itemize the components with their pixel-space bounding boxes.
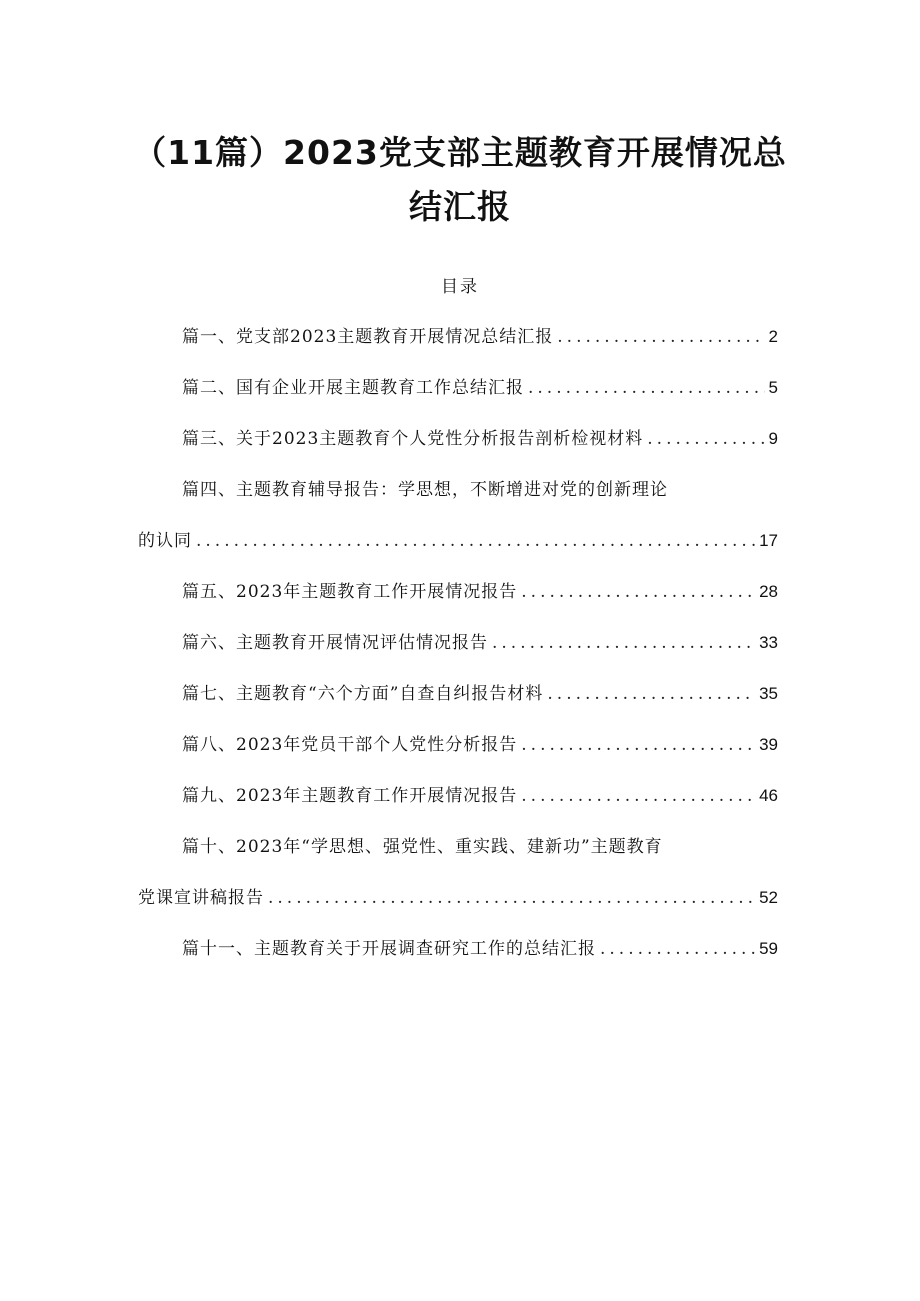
toc-leader-dots [600,932,755,966]
toc-line [138,371,778,405]
toc-line [138,575,778,609]
toc-page-number: 35 [759,684,778,703]
toc-entry[interactable] [138,830,778,915]
toc-heading: 目录 [441,277,479,297]
toc-leader-dots [547,677,755,711]
toc-entry-title: 篇六、主题教育开展情况评估情况报告 [182,633,488,653]
toc-line [138,932,778,966]
toc-line [138,779,778,813]
document-title [80,126,840,234]
toc-page-number: 5 [768,378,778,397]
toc-entry-title: 篇二、国有企业开展主题教育工作总结汇报 [182,378,524,398]
title-line-2: 结汇报 [409,187,511,226]
toc-entry[interactable] [138,626,778,660]
title-line-1: （11篇）2023党支部主题教育开展情况总 [133,133,787,172]
toc-line [138,677,778,711]
toc-leader-dots [521,728,755,762]
toc-leader-dots [492,626,755,660]
toc-leader-dots [268,881,755,915]
toc-entry[interactable] [138,371,778,405]
toc-entry[interactable] [138,575,778,609]
toc-entry-title: 篇三、关于2023主题教育个人党性分析报告剖析检视材料 [182,429,644,449]
toc-line [138,728,778,762]
toc-page-number: 28 [759,582,778,601]
toc-leader-dots [521,779,755,813]
toc-entry-title: 篇九、2023年主题教育工作开展情况报告 [182,786,518,806]
toc-page-number: 17 [759,531,778,550]
toc-line [138,626,778,660]
toc-page-number: 39 [759,735,778,754]
toc-leader-dots [528,371,765,405]
toc-leader-dots [557,320,764,354]
toc-line [138,422,778,456]
toc-entry-title: 篇七、主题教育“六个方面”自查自纠报告材料 [182,684,544,704]
toc-line [138,473,778,507]
toc-line [138,524,778,558]
toc-entry[interactable] [138,473,778,558]
toc-line [138,881,778,915]
toc-entry[interactable] [138,320,778,354]
toc-page-number: 2 [768,327,778,346]
toc-entry-title: 的认同 [138,531,192,551]
toc-entry[interactable] [138,932,778,966]
toc-entry[interactable] [138,422,778,456]
toc-leader-dots [647,422,764,456]
toc-page-number: 9 [768,429,778,448]
toc-page-number: 46 [759,786,778,805]
toc-entry-title: 篇十一、主题教育关于开展调查研究工作的总结汇报 [182,939,596,959]
table-of-contents [138,320,778,983]
toc-entry[interactable] [138,728,778,762]
toc-leader-dots [521,575,755,609]
toc-page-number: 52 [759,888,778,907]
toc-leader-dots [196,524,755,558]
toc-entry-title: 党课宣讲稿报告 [138,888,264,908]
toc-page-number: 33 [759,633,778,652]
toc-line [138,830,778,864]
toc-entry-title: 篇四、主题教育辅导报告：学思想，不断增进对党的创新理论 [182,480,668,500]
toc-entry[interactable] [138,779,778,813]
toc-page-number: 59 [759,939,778,958]
toc-entry[interactable] [138,677,778,711]
toc-entry-title: 篇一、党支部2023主题教育开展情况总结汇报 [182,327,554,347]
toc-entry-title: 篇十、2023年“学思想、强党性、重实践、建新功”主题教育 [182,837,663,857]
toc-entry-title: 篇五、2023年主题教育工作开展情况报告 [182,582,518,602]
toc-entry-title: 篇八、2023年党员干部个人党性分析报告 [182,735,518,755]
toc-line [138,320,778,354]
